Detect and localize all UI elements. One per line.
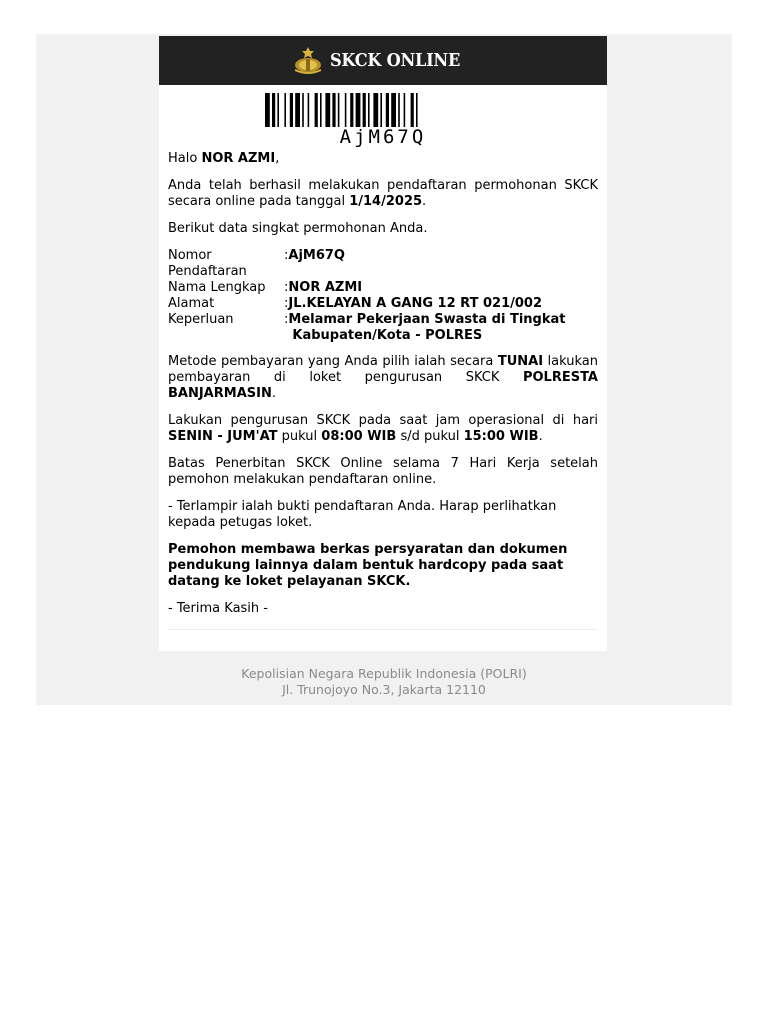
barcode-bar bbox=[345, 93, 347, 127]
deadline-paragraph: Batas Penerbitan SKCK Online selama 7 Hari Kerja setelah pemohon melakukan pendaftaran online. bbox=[168, 456, 598, 487]
barcode-bar bbox=[277, 93, 279, 127]
email-card bbox=[159, 36, 607, 651]
closing-text: - Terima Kasih - bbox=[168, 601, 268, 616]
schedule-days: SENIN - JUM'AT bbox=[168, 429, 278, 444]
barcode-bar bbox=[308, 93, 310, 127]
barcode-bar bbox=[363, 93, 366, 127]
email-background bbox=[36, 34, 732, 705]
barcode-bar bbox=[295, 93, 300, 127]
divider bbox=[168, 629, 598, 630]
barcode-bar bbox=[398, 93, 400, 127]
barcode-image bbox=[263, 93, 503, 127]
police-emblem-icon bbox=[292, 46, 324, 76]
brand-title: SKCK ONLINE bbox=[329, 50, 460, 71]
barcode-bar bbox=[332, 93, 335, 127]
payment-method: TUNAI bbox=[497, 354, 544, 369]
barcode-bar bbox=[404, 93, 406, 127]
detail-row-nomor: Nomor Pendaftaran : AjM67Q bbox=[168, 248, 588, 280]
barcode-bar bbox=[302, 93, 304, 127]
attachment-paragraph: - Terlampir ialah bukti pendaftaran Anda. Harap perlihatkan kepada petugas loket. bbox=[168, 499, 557, 530]
payment-office: POLRESTA BANJARMASIN bbox=[168, 370, 598, 401]
header-bar bbox=[159, 36, 607, 85]
intro-paragraph: Anda telah berhasil melakukan pendaftaran permohonan SKCK secara online pada tanggal 1/14/2025. bbox=[168, 178, 598, 209]
barcode-bar bbox=[391, 93, 396, 127]
registration-date: 1/14/2025 bbox=[349, 194, 423, 209]
barcode-bar bbox=[320, 93, 322, 127]
detail-row-nama: Nama Lengkap : NOR AZMI bbox=[168, 280, 588, 296]
detail-value: JL.KELAYAN A GANG 12 RT 021/002 bbox=[288, 296, 542, 311]
summary-intro: Berikut data singkat permohonan Anda. bbox=[168, 221, 428, 236]
barcode-bar bbox=[416, 93, 418, 127]
schedule-paragraph: Lakukan pengurusan SKCK pada saat jam operasional di hari SENIN - JUM'AT pukul 08:00 WIB s/d pukul 15:00 WIB. bbox=[168, 413, 598, 444]
payment-paragraph: Metode pembayaran yang Anda pilih ialah secara TUNAI lakukan pembayaran di loket pengurusan SKCK POLRESTA BANJARMASIN. bbox=[168, 354, 598, 401]
details-table bbox=[168, 248, 588, 344]
barcode-bar bbox=[284, 93, 286, 127]
barcode-code: AjM67Q bbox=[339, 126, 427, 148]
detail-value: AjM67Q bbox=[288, 248, 345, 263]
barcode-bar bbox=[411, 93, 414, 127]
greeting: Halo NOR AZMI, bbox=[168, 151, 280, 166]
footer bbox=[36, 666, 732, 698]
barcode-bar bbox=[386, 93, 389, 127]
barcode-bar bbox=[368, 93, 370, 127]
barcode-bar bbox=[325, 93, 330, 127]
reminder-paragraph: Pemohon membawa berkas persyaratan dan dokumen pendukung lainnya dalam bentuk hardcopy pada saat datang ke loket pelayanan SKCK. bbox=[168, 542, 568, 589]
detail-row-keperluan: Keperluan : Melamar Pekerjaan Swasta di Tingkat Kabupaten/Kota - POLRES bbox=[168, 312, 588, 344]
footer-org: Kepolisian Negara Republik Indonesia (POLRI) bbox=[241, 666, 527, 681]
detail-value: Melamar Pekerjaan Swasta di Tingkat Kabupaten/Kota - POLRES bbox=[288, 312, 566, 343]
recipient-name: NOR AZMI bbox=[201, 151, 276, 166]
barcode-bar bbox=[290, 93, 293, 127]
barcode-bar bbox=[338, 93, 340, 127]
barcode-bar bbox=[356, 93, 361, 127]
barcode-bar bbox=[373, 93, 378, 127]
barcode-bar bbox=[265, 93, 270, 127]
email-body bbox=[159, 151, 607, 630]
barcode-bar bbox=[350, 93, 353, 127]
barcode-bar bbox=[380, 93, 382, 127]
barcode-bar bbox=[315, 93, 318, 127]
schedule-start: 08:00 WIB bbox=[321, 429, 397, 444]
barcode-section bbox=[159, 85, 607, 147]
barcode-bar bbox=[272, 93, 275, 127]
detail-row-alamat: Alamat : JL.KELAYAN A GANG 12 RT 021/002 bbox=[168, 296, 588, 312]
footer-address: Jl. Trunojoyo No.3, Jakarta 12110 bbox=[282, 682, 486, 697]
schedule-end: 15:00 WIB bbox=[463, 429, 539, 444]
detail-value: NOR AZMI bbox=[288, 280, 363, 295]
